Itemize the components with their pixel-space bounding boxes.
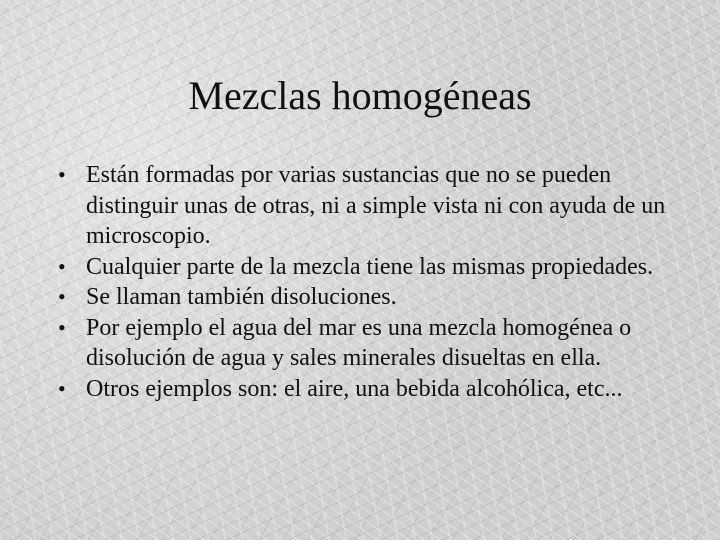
bullet-item (52, 374, 692, 405)
bullet-item (52, 160, 692, 252)
bullet-text: Por ejemplo el agua del mar es una mezcla homogénea o disolución de agua y sales minerales disueltas en ella. (86, 314, 632, 371)
bullet-text: Están formadas por varias sustancias que no se pueden distinguir unas de otras, ni a simple vista ni con ayuda de un microscopio. (86, 162, 666, 249)
slide-title: Mezclas homogéneas (188, 73, 532, 118)
bullet-marker: • (58, 162, 66, 187)
bullet-marker: • (58, 314, 66, 340)
bullet-list (52, 160, 692, 404)
bullet-text: Se llaman también disoluciones. (86, 284, 397, 310)
bullet-text: Cualquier parte de la mezcla tiene las mismas propiedades. (86, 253, 654, 280)
bullet-text: Otros ejemplos son: el aire, una bebida alcohólica, etc... (86, 375, 623, 402)
bullet-item (52, 282, 692, 313)
bullet-item (52, 252, 692, 283)
bullet-marker: • (58, 284, 66, 309)
bullet-item (52, 313, 692, 374)
bullet-marker: • (58, 375, 66, 401)
bullet-marker: • (58, 253, 66, 279)
